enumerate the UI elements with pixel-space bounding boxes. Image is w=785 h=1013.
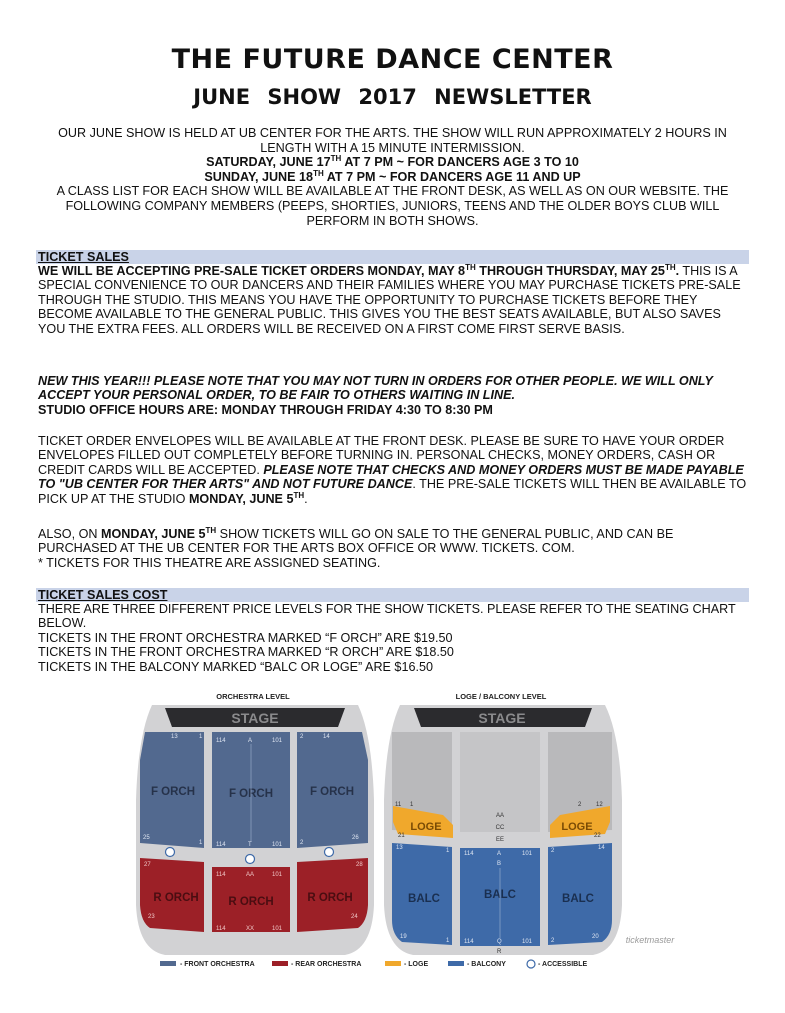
svg-text:114: 114 [216,926,226,932]
price-front-orchestra: TICKETS IN THE FRONT ORCHESTRA MARKED “F ORCH” ARE $19.50 [38,630,453,645]
saturday-show: SATURDAY, JUNE 17TH AT 7 PM ~ FOR DANCERS AGE 3 TO 10 [206,154,579,170]
price-rear-orchestra: TICKETS IN THE FRONT ORCHESTRA MARKED “R ORCH” ARE $18.50 [38,645,454,660]
f-orch-left-label: F ORCH [150,786,196,798]
svg-text:1: 1 [446,848,450,854]
ticket-sales-paragraph-1: WE WILL BE ACCEPTING PRE-SALE TICKET ORDERS MONDAY, MAY 8TH THROUGH THURSDAY, MAY 25TH. THIS IS A SPECIAL CONVENIENCE TO OUR DANCERS AND THEIR FAMILIES WHERE YOU MAY PURCHASE TICKETS PRE-SALE THROUGH THE STUDIO. THIS MEANS YOU HAVE THE OPPORTUNITY TO PURCHASE TICKETS BEFORE THEY BECOME AVAILABLE TO THE GENERAL PUBLIC. THIS GIVES YOU THE BEST SEATS AVAILABLE, BUT ALSO SAVES YOU THE EXTRA FEES. ALL ORDERS WILL BE RECEIVED ON A FIRST COME FIRST SERVE BASIS. [38,262,741,336]
price-balcony-loge: TICKETS IN THE BALCONY MARKED “BALC OR LOGE” ARE $16.50 [38,659,433,674]
balc-center-label: BALC [484,889,516,901]
svg-text:AA: AA [495,813,505,819]
ticketmaster-logo: ticketmaster [625,935,675,945]
svg-text:14: 14 [598,845,605,851]
legend-accessible-icon [527,960,535,968]
sunday-show: SUNDAY, JUNE 18TH AT 7 PM ~ FOR DANCERS AGE 11 AND UP [204,168,581,184]
intro-line-2: A CLASS LIST FOR EACH SHOW WILL BE AVAILABLE AT THE FRONT DESK, AS WELL AS ON OUR WEBSITE. THE FOLLOWING COMPANY MEMBERS (PEEPS, SHORTIES, JUNIORS, TEENS AND THE OLDER BOYS CLUB WILL PERFORM IN BOTH SHOWS. [56,184,729,228]
svg-text:R: R [497,949,502,955]
svg-text:2: 2 [578,802,582,808]
svg-text:26: 26 [352,835,359,841]
svg-text:28: 28 [356,862,363,868]
balc-right-label: BALC [562,893,594,905]
svg-text:101: 101 [522,851,533,857]
legend-rear: - REAR ORCHESTRA [291,961,362,968]
svg-text:21: 21 [398,833,405,839]
svg-text:22: 22 [594,833,601,839]
svg-text:2: 2 [551,848,555,854]
svg-text:101: 101 [272,926,283,932]
ticket-sales-paragraph-2: NEW THIS YEAR!!! PLEASE NOTE THAT YOU MAY NOT TURN IN ORDERS FOR OTHER PEOPLE. WE WILL ONLY ACCEPT YOUR PERSONAL ORDER, TO BE FAIR TO OTHERS WAITING IN LINE. STUDIO OFFICE HOURS ARE: MONDAY THROUGH FRIDAY 4:30 TO 8:30 PM [38,374,713,417]
svg-text:101: 101 [272,872,283,878]
svg-text:1: 1 [199,734,203,740]
loge-left-label: LOGE [410,821,442,833]
svg-text:1: 1 [446,938,450,944]
svg-text:24: 24 [351,914,358,920]
svg-text:XX: XX [246,926,255,932]
legend-front: - FRONT ORCHESTRA [180,961,255,968]
svg-text:14: 14 [323,734,330,740]
svg-text:25: 25 [143,835,150,841]
ticket-sales-paragraph-4: ALSO, ON MONDAY, JUNE 5TH SHOW TICKETS WILL GO ON SALE TO THE GENERAL PUBLIC, AND CAN BE PURCHASED AT THE UB CENTER FOR THE ARTS BOX OFFICE OR WWW. TICKETS. COM. * TICKETS FOR THIS THEATRE ARE ASSIGNED SEATING. [38,525,674,570]
orchestra-stage-label: STAGE [231,710,279,726]
legend-balcony: - BALCONY [467,961,506,968]
svg-text:23: 23 [148,914,155,920]
ticket-sales-heading: TICKET SALES [38,250,129,264]
balc-left-label: BALC [408,893,440,905]
orchestra-level-title: ORCHESTRA LEVEL [216,692,290,701]
svg-text:114: 114 [216,842,226,848]
svg-text:1: 1 [199,840,203,846]
accessible-icon [166,848,175,857]
accessible-icon [246,855,255,864]
svg-text:101: 101 [272,738,283,744]
legend-accessible: - ACCESSIBLE [538,961,588,968]
svg-text:19: 19 [400,934,407,940]
svg-text:101: 101 [522,939,533,945]
ticket-cost-paragraph: THERE ARE THREE DIFFERENT PRICE LEVELS FOR THE SHOW TICKETS. PLEASE REFER TO THE SEATING CHART BELOW. TICKETS IN THE FRONT ORCHESTRA MARKED “F ORCH” ARE $19.50 TICKETS IN THE FRONT ORCHESTRA MARKED “R ORCH” ARE $18.50 TICKETS IN THE BALCONY MARKED “BALC OR LOGE” ARE $16.50 [38,602,750,674]
svg-text:114: 114 [216,738,226,744]
loge-right-label: LOGE [561,821,593,833]
svg-text:13: 13 [396,845,403,851]
legend-loge: - LOGE [404,961,429,968]
svg-text:114: 114 [464,851,474,857]
svg-text:B: B [497,861,502,867]
svg-text:Q: Q [497,939,502,945]
svg-text:A: A [248,738,253,744]
accessible-icon [325,848,334,857]
f-orch-center-label: F ORCH [228,788,274,800]
svg-text:20: 20 [592,934,599,940]
svg-text:AA: AA [246,872,255,878]
svg-text:11: 11 [395,802,402,808]
balcony-level-map [384,705,622,955]
svg-text:27: 27 [144,862,151,868]
svg-text:13: 13 [171,734,178,740]
svg-text:EE: EE [495,837,505,843]
seating-legend [160,960,587,968]
svg-text:114: 114 [216,872,226,878]
orchestra-level-map [136,705,374,955]
f-orch-right-label: F ORCH [309,786,355,798]
svg-text:101: 101 [272,842,283,848]
svg-text:1: 1 [410,802,414,808]
svg-text:A: A [497,851,502,857]
svg-text:2: 2 [300,840,304,846]
svg-text:12: 12 [596,802,603,808]
svg-text:2: 2 [551,938,555,944]
intro-line-1: OUR JUNE SHOW IS HELD AT UB CENTER FOR THE ARTS. THE SHOW WILL RUN APPROXIMATELY 2 HOURS IN LENGTH WITH A 15 MINUTE INTERMISSION. [58,126,727,155]
r-orch-right-label: R ORCH [307,892,353,904]
r-orch-left-label: R ORCH [153,892,199,904]
balcony-level-title: LOGE / BALCONY LEVEL [455,692,547,701]
svg-text:CC: CC [495,825,505,831]
svg-text:114: 114 [464,939,474,945]
r-orch-center-label: R ORCH [228,896,274,908]
page-title: THE FUTURE DANCE CENTER [171,44,614,75]
page-subtitle: JUNE SHOW 2017 NEWSLETTER [193,85,592,109]
svg-text:2: 2 [300,734,304,740]
balcony-stage-label: STAGE [478,710,526,726]
ticket-cost-heading: TICKET SALES COST [38,588,168,602]
svg-text:T: T [248,842,252,848]
ticket-sales-paragraph-3: TICKET ORDER ENVELOPES WILL BE AVAILABLE AT THE FRONT DESK. PLEASE BE SURE TO HAVE YOUR ORDER ENVELOPES FILLED OUT COMPLETELY BEFORE TURNING IN. PERSONAL CHECKS, MONEY ORDERS, CASH OR CREDIT CARDS WILL BE ACCEPTED. PLEASE NOTE THAT CHECKS AND MONEY ORDERS MUST BE MADE PAYABLE TO "UB CENTER FOR THER ARTS" AND NOT FUTURE DANCE. THE PRE-SALE TICKETS WILL THEN BE AVAILABLE TO PICK UP AT THE STUDIO MONDAY, JUNE 5TH. [38,434,747,506]
